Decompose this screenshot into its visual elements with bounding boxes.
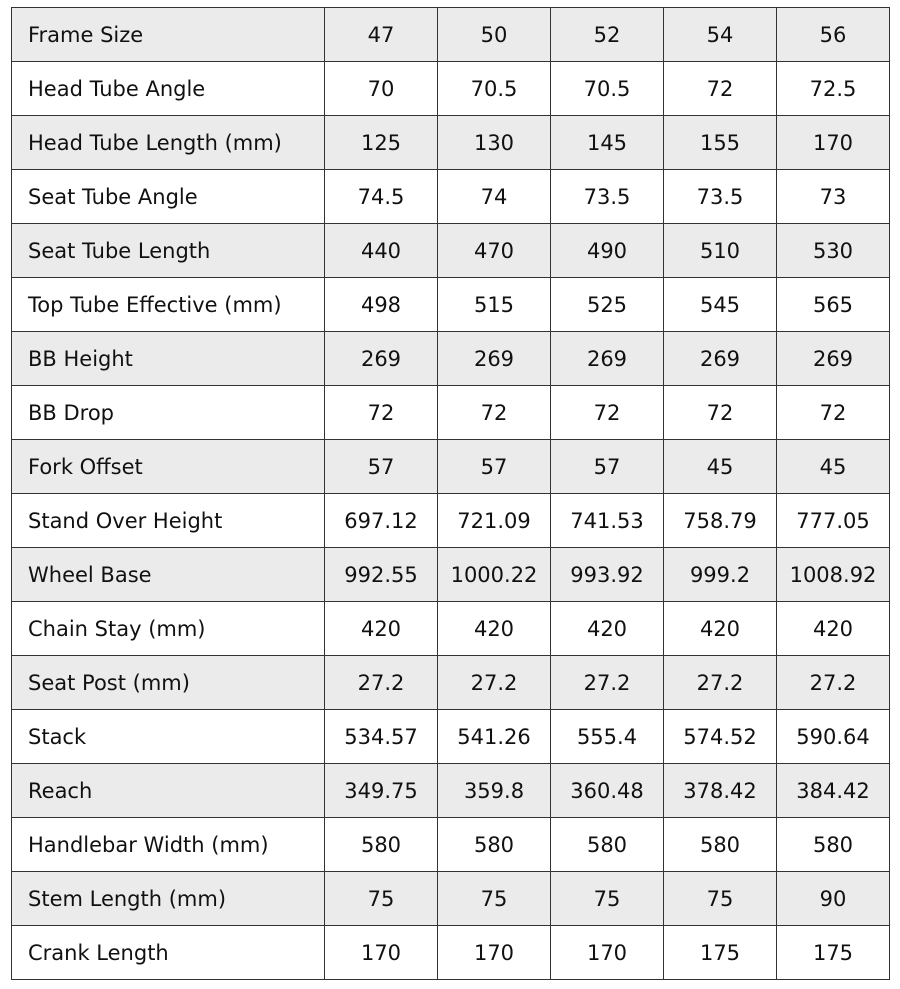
table-cell: 999.2 (664, 548, 777, 602)
table-cell: 45 (664, 440, 777, 494)
table-cell: 70 (325, 62, 438, 116)
table-cell: 565 (777, 278, 890, 332)
table-cell: 75 (551, 872, 664, 926)
geometry-table (11, 7, 890, 980)
row-label: BB Height (12, 332, 325, 386)
table-cell: 359.8 (438, 764, 551, 818)
table-cell: 56 (777, 8, 890, 62)
row-label: Top Tube Effective (mm) (12, 278, 325, 332)
table-cell: 155 (664, 116, 777, 170)
table-cell: 54 (664, 8, 777, 62)
table-cell: 52 (551, 8, 664, 62)
table-row (12, 440, 890, 494)
table-cell: 515 (438, 278, 551, 332)
table-cell: 170 (551, 926, 664, 980)
table-cell: 420 (664, 602, 777, 656)
table-cell: 75 (664, 872, 777, 926)
table-row (12, 818, 890, 872)
row-label: Reach (12, 764, 325, 818)
table-cell: 758.79 (664, 494, 777, 548)
table-cell: 70.5 (551, 62, 664, 116)
table-cell: 349.75 (325, 764, 438, 818)
table-cell: 175 (664, 926, 777, 980)
row-label: Seat Tube Angle (12, 170, 325, 224)
table-cell: 1008.92 (777, 548, 890, 602)
table-cell: 75 (325, 872, 438, 926)
table-cell: 530 (777, 224, 890, 278)
table-cell: 130 (438, 116, 551, 170)
row-label: Stand Over Height (12, 494, 325, 548)
table-cell: 590.64 (777, 710, 890, 764)
table-cell: 72 (325, 386, 438, 440)
table-cell: 27.2 (664, 656, 777, 710)
table-cell: 269 (551, 332, 664, 386)
table-cell: 73.5 (664, 170, 777, 224)
table-cell: 145 (551, 116, 664, 170)
table-cell: 72.5 (777, 62, 890, 116)
table-cell: 73 (777, 170, 890, 224)
table-row (12, 494, 890, 548)
table-row (12, 278, 890, 332)
row-label: Seat Tube Length (12, 224, 325, 278)
table-cell: 269 (777, 332, 890, 386)
table-cell: 57 (551, 440, 664, 494)
table-cell: 57 (325, 440, 438, 494)
row-label: Crank Length (12, 926, 325, 980)
table-cell: 269 (664, 332, 777, 386)
table-row (12, 8, 890, 62)
table-row (12, 926, 890, 980)
table-cell: 74.5 (325, 170, 438, 224)
table-cell: 175 (777, 926, 890, 980)
table-cell: 74 (438, 170, 551, 224)
table-cell: 72 (551, 386, 664, 440)
table-cell: 72 (664, 62, 777, 116)
row-label: Fork Offset (12, 440, 325, 494)
table-row (12, 764, 890, 818)
row-label: Frame Size (12, 8, 325, 62)
table-cell: 545 (664, 278, 777, 332)
table-cell: 27.2 (325, 656, 438, 710)
table-cell: 580 (325, 818, 438, 872)
table-cell: 75 (438, 872, 551, 926)
table-cell: 574.52 (664, 710, 777, 764)
table-row (12, 332, 890, 386)
row-label: Stack (12, 710, 325, 764)
table-cell: 72 (438, 386, 551, 440)
geometry-table-body (12, 8, 890, 980)
table-row (12, 548, 890, 602)
table-cell: 721.09 (438, 494, 551, 548)
table-row (12, 656, 890, 710)
table-cell: 490 (551, 224, 664, 278)
table-cell: 440 (325, 224, 438, 278)
table-cell: 992.55 (325, 548, 438, 602)
table-cell: 47 (325, 8, 438, 62)
table-cell: 170 (325, 926, 438, 980)
table-cell: 378.42 (664, 764, 777, 818)
row-label: Wheel Base (12, 548, 325, 602)
table-cell: 498 (325, 278, 438, 332)
table-cell: 534.57 (325, 710, 438, 764)
table-cell: 57 (438, 440, 551, 494)
table-cell: 580 (551, 818, 664, 872)
table-cell: 510 (664, 224, 777, 278)
table-cell: 993.92 (551, 548, 664, 602)
table-row (12, 62, 890, 116)
table-cell: 420 (551, 602, 664, 656)
table-cell: 420 (438, 602, 551, 656)
table-cell: 384.42 (777, 764, 890, 818)
table-row (12, 116, 890, 170)
table-row (12, 710, 890, 764)
table-cell: 580 (777, 818, 890, 872)
table-cell: 525 (551, 278, 664, 332)
table-cell: 27.2 (551, 656, 664, 710)
table-cell: 45 (777, 440, 890, 494)
row-label: Head Tube Angle (12, 62, 325, 116)
table-cell: 90 (777, 872, 890, 926)
row-label: Seat Post (mm) (12, 656, 325, 710)
table-cell: 420 (325, 602, 438, 656)
row-label: Stem Length (mm) (12, 872, 325, 926)
table-row (12, 872, 890, 926)
row-label: Chain Stay (mm) (12, 602, 325, 656)
table-cell: 777.05 (777, 494, 890, 548)
table-cell: 580 (664, 818, 777, 872)
table-cell: 470 (438, 224, 551, 278)
table-cell: 27.2 (777, 656, 890, 710)
row-label: Handlebar Width (mm) (12, 818, 325, 872)
table-row (12, 170, 890, 224)
table-cell: 72 (777, 386, 890, 440)
table-cell: 580 (438, 818, 551, 872)
table-cell: 741.53 (551, 494, 664, 548)
table-row (12, 602, 890, 656)
table-cell: 50 (438, 8, 551, 62)
table-cell: 697.12 (325, 494, 438, 548)
table-cell: 125 (325, 116, 438, 170)
row-label: Head Tube Length (mm) (12, 116, 325, 170)
table-cell: 269 (325, 332, 438, 386)
table-row (12, 224, 890, 278)
table-cell: 269 (438, 332, 551, 386)
table-cell: 70.5 (438, 62, 551, 116)
table-cell: 73.5 (551, 170, 664, 224)
table-cell: 360.48 (551, 764, 664, 818)
table-cell: 170 (438, 926, 551, 980)
table-cell: 27.2 (438, 656, 551, 710)
table-cell: 555.4 (551, 710, 664, 764)
table-cell: 420 (777, 602, 890, 656)
table-cell: 72 (664, 386, 777, 440)
table-row (12, 386, 890, 440)
table-cell: 170 (777, 116, 890, 170)
table-cell: 541.26 (438, 710, 551, 764)
table-cell: 1000.22 (438, 548, 551, 602)
row-label: BB Drop (12, 386, 325, 440)
